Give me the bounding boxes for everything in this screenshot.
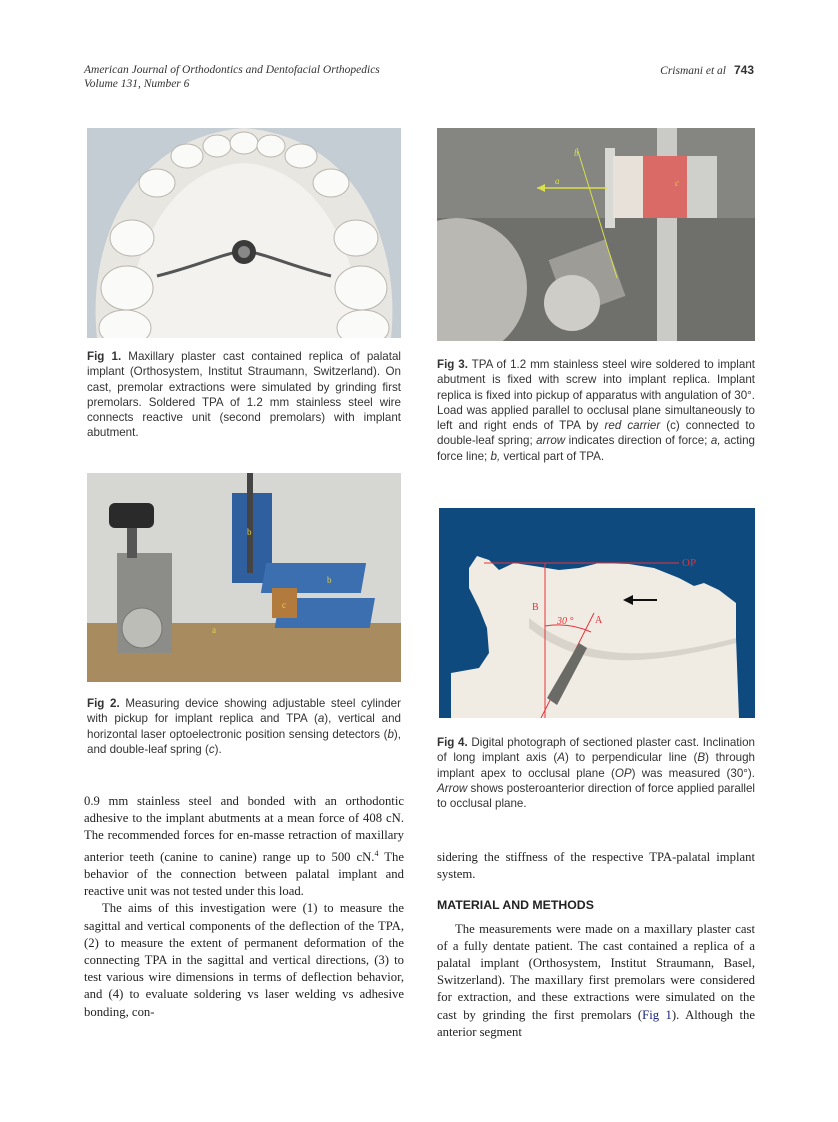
caption-text: TPA of 1.2 mm stainless steel wire soldered to implant abutment is fixed with screw into implant replica. Implant replica is fixed into pickup of apparatus with angulation of 30°. Load was applied parallel to occlusal plane simultaneously to left and right ends of TPA by xyxy=(437,358,755,433)
label-b: B xyxy=(532,602,539,613)
caption-text: Digital photograph of sectioned plaster cast. Inclination of long implant axis ( xyxy=(437,736,755,765)
caption-text: ) was measured (30°). xyxy=(631,766,756,780)
label-angle: 30 ° xyxy=(557,616,574,627)
caption-italic: Arrow xyxy=(437,781,468,795)
paragraph xyxy=(437,921,755,1041)
label-a: a xyxy=(555,176,560,186)
label-b-horizontal: b xyxy=(327,575,332,585)
paragraph: The aims of this investigation were (1) to measure the sagittal and vertical components of the deflection of the TPA, (2) to measure the extent of permanent deformation of the connecting TPA in the sagittal and vertical directions, (3) to test various wire dimensions in terms of deflection behavior, and (4) to evaluate soldering vs laser welding vs adhesive bonding, con- xyxy=(84,901,404,1019)
caption-italic: c xyxy=(208,742,215,756)
paragraph: sidering the stiffness of the respective TPA-palatal implant system. xyxy=(437,850,755,882)
paragraph-text: ). Although the anterior segment xyxy=(437,1007,755,1039)
running-header-right xyxy=(660,63,754,78)
paragraph xyxy=(84,793,404,900)
caption-text: shows posteroanterior direction of force applied parallel to occlusal plane. xyxy=(437,781,755,811)
label-b-vertical: b xyxy=(247,527,252,537)
caption-text: (c) connected to double-leaf spring; xyxy=(437,419,755,448)
journal-title: American Journal of Orthodontics and Dentofacial Orthopedics xyxy=(84,64,380,76)
figure-label: Fig 1. xyxy=(87,350,122,363)
label-op: OP xyxy=(682,557,697,569)
journal-volume: Volume 131, Number 6 xyxy=(84,78,190,90)
figure-1-image xyxy=(87,128,401,338)
caption-italic: red carrier xyxy=(604,419,661,433)
label-a: a xyxy=(212,625,216,635)
caption-text: ), and double-leaf spring ( xyxy=(87,727,401,756)
caption-text: ), vertical and horizontal laser optoelectronic position sensing detectors ( xyxy=(87,712,402,741)
caption-italic: A xyxy=(557,751,565,765)
caption-text: Maxillary plaster cast contained replica of palatal implant (Orthosystem, Institut Straumann, Switzerland). On cast, premolar extractions were simulated by grinding first premolars. Soldered TPA of 1.2 mm stainless steel wire connects reactive unit (second premolars) with implant abutment. xyxy=(87,350,401,440)
figure-link[interactable]: Fig 1 xyxy=(642,1007,672,1022)
paragraph-text: The behavior of the connection between palatal implant and reactive unit was not tested under this load. xyxy=(84,849,404,899)
caption-text: Measuring device showing adjustable steel cylinder with pickup for implant replica and TPA ( xyxy=(87,697,401,726)
caption-italic: arrow xyxy=(536,434,566,448)
figure-3-caption xyxy=(437,357,755,464)
figure-3-image xyxy=(437,128,755,341)
left-column-body xyxy=(84,793,404,1021)
caption-text: indicates direction of force; xyxy=(565,434,711,448)
caption-text: acting force line; xyxy=(437,434,755,463)
figure-label: Fig 2. xyxy=(87,697,120,710)
label-a: A xyxy=(595,615,603,626)
figure-4-caption xyxy=(437,735,755,811)
caption-text: vertical part of TPA. xyxy=(500,449,605,463)
caption-italic: b, xyxy=(490,449,501,463)
figure-2-caption xyxy=(87,696,401,757)
authors: Crismani et al xyxy=(660,65,726,77)
figure-label: Fig 4. xyxy=(437,736,468,749)
figure-1-caption xyxy=(87,349,401,441)
label-b: b xyxy=(574,148,579,158)
figure-4-image xyxy=(439,508,755,718)
citation-superscript: 4 xyxy=(374,848,379,858)
label-c: c xyxy=(675,178,679,188)
caption-text: ). xyxy=(214,742,222,756)
caption-italic: OP xyxy=(614,766,632,780)
caption-italic: a xyxy=(317,712,325,726)
running-header-left xyxy=(84,63,380,91)
paragraph-text: 0.9 mm stainless steel and bonded with an orthodontic adhesive to the implant abutments at a mean force of 408 cN. The recommended forces for en-masse retraction of maxillary anterior teeth (canine to canine) range up to 500 cN. xyxy=(84,794,404,864)
page-number: 743 xyxy=(733,63,754,77)
figure-label: Fig 3. xyxy=(437,358,468,371)
paragraph-text: The measurements were made on a maxillary plaster cast of a fully dentate patient. The cast contained a replica of a palatal implant (Orthosystem, Institut Straumann, Basel, Switzerland). The maxillary first premolars were considered for extraction, and these extractions were simulated on the cast by grinding the first premolars ( xyxy=(437,921,755,1022)
label-c: c xyxy=(282,600,286,610)
right-column-body xyxy=(437,849,755,1041)
section-heading: MATERIAL AND METHODS xyxy=(437,898,594,913)
figure-2-image xyxy=(87,473,401,682)
caption-italic: b xyxy=(387,727,394,741)
caption-italic: B xyxy=(697,751,706,765)
caption-text: ) to perpendicular line ( xyxy=(564,751,698,765)
caption-italic: a, xyxy=(710,434,721,448)
caption-text: ) through implant apex to occlusal plane ( xyxy=(437,751,755,780)
